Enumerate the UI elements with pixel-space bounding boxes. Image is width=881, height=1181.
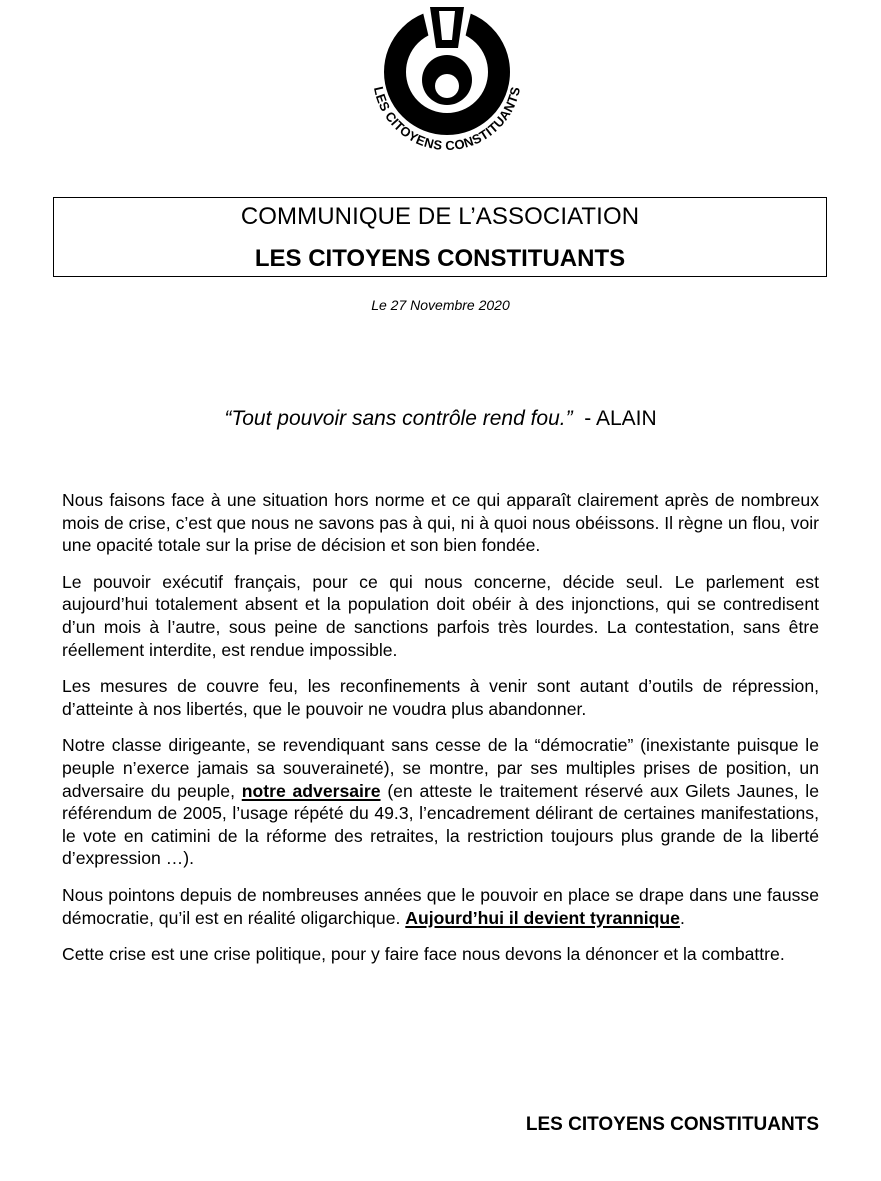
paragraph-6: Cette crise est une crise politique, pour y faire face nous devons la dénoncer et la combattre. bbox=[62, 944, 785, 965]
paragraph-3: Les mesures de couvre feu, les reconfinements à venir sont autant d’outils de répression, d’atteinte à nos libertés, que le pouvoir ne voudra plus abandonner. bbox=[62, 676, 819, 719]
emphasis-devient-tyrannique: Aujourd’hui il devient tyrannique bbox=[405, 907, 680, 928]
paragraph-1: Nous faisons face à une situation hors norme et ce qui apparaît clairement après de nombreux mois de crise, c’est que nous ne savons pas à qui, ni à quoi nous obéissons. Il règne un flou, voir une opacité totale sur la prise de décision et son bien fondée. bbox=[62, 490, 819, 556]
header-box bbox=[53, 197, 827, 277]
svg-text:LES CITOYENS CONSTITUANTS: LES CITOYENS CONSTITUANTS bbox=[370, 85, 524, 154]
emphasis-notre-adversaire: notre adversaire bbox=[241, 780, 381, 801]
signature: LES CITOYENS CONSTITUANTS bbox=[525, 1114, 819, 1135]
paragraph-4 bbox=[62, 734, 819, 870]
paragraph-5-text-start: Nous pointons depuis de nombreuses années que le pouvoir en place se drape dans une fausse démocratie, qu’il est en réalité oligarchique. bbox=[62, 884, 819, 928]
paragraph-5-text-end: . bbox=[679, 907, 685, 928]
document-date: Le 27 Novembre 2020 bbox=[371, 297, 510, 313]
quote-text: “Tout pouvoir sans contrôle rend fou.” bbox=[224, 407, 573, 430]
header-title-line2: LES CITOYENS CONSTITUANTS bbox=[254, 245, 626, 272]
paragraph-4-text-start: Notre classe dirigeante, se revendiquant sans cesse de la “démocratie” (inexistante puisque le peuple n’exerce jamais sa souveraineté), se montre, par ses multiples prises de position, un adversaire du peuple, bbox=[62, 735, 819, 801]
communique-body bbox=[62, 489, 819, 980]
quote-author: - ALAIN bbox=[584, 407, 657, 430]
paragraph-5 bbox=[62, 884, 819, 929]
association-logo bbox=[359, 4, 535, 156]
quote bbox=[0, 406, 881, 432]
paragraph-2: Le pouvoir exécutif français, pour ce qui nous concerne, décide seul. Le parlement est aujourd’hui totalement absent et la population doit obéir à des injonctions, qui se contredisent d’un mois à l’autre, sous peine de sanctions parfois très lourdes. La contestation, sans être réellement interdite, est rendue impossible. bbox=[62, 571, 819, 660]
paragraph-4-text-end: (en atteste le traitement réservé aux Gilets Jaunes, le référendum de 2005, l’usage répété du 49.3, l’encadrement délirant de certaines manifestations, le vote en catimini de la réforme des retraites, la restriction toujours plus grande de la liberté d’expression …). bbox=[62, 780, 819, 869]
header-title-line1: COMMUNIQUE DE L’ASSOCIATION bbox=[240, 203, 640, 230]
